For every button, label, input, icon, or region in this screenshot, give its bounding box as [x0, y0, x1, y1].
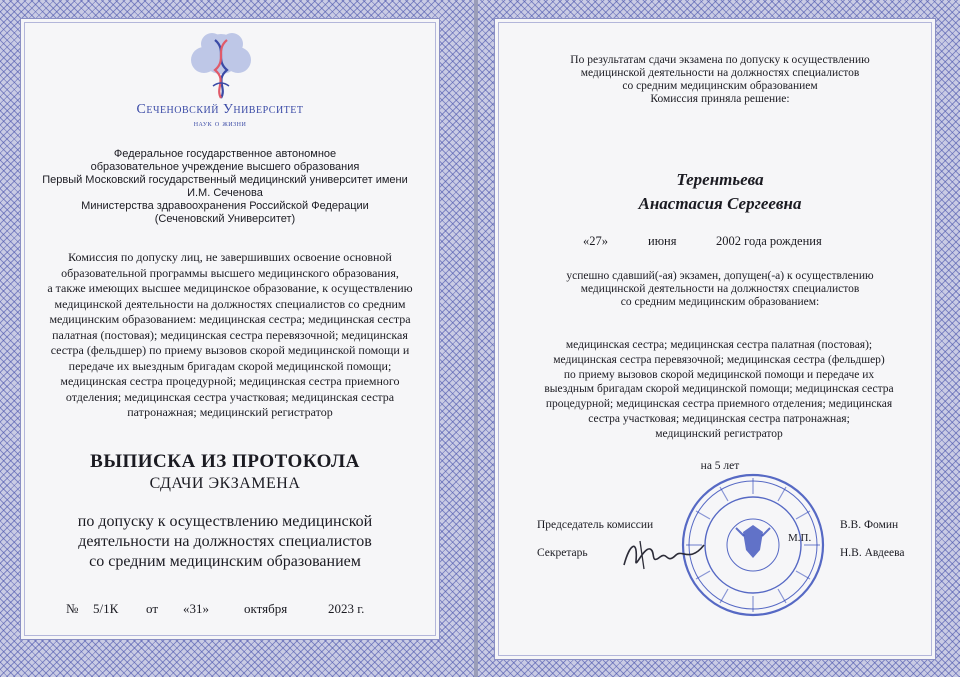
institution-line: Первый Московский государственный медицинский университет имени И.М. Сеченова: [42, 174, 408, 199]
protocol-day: «31»: [183, 601, 209, 616]
qualification-line: медицинская сестра перевязочной; медицинская сестра (фельдшер): [553, 353, 885, 366]
qualification-line: сестра участковая; медицинская сестра патронажная;: [588, 412, 850, 425]
institution-line: Федеральное государственное автономное: [113, 148, 337, 160]
qualification-line: выездным бригадам скорой медицинской помощи; медицинская сестра: [544, 383, 894, 396]
institution-line: Министерства здравоохранения Российской Федерации: [81, 200, 369, 212]
protocol-number: 5/1К: [93, 601, 119, 616]
birth-day: «27»: [583, 234, 608, 248]
protocol-year: 2023 г.: [328, 601, 365, 616]
qualification-line: процедурной; медицинская сестра приемного отделения; медицинская: [545, 398, 893, 411]
purpose-line: по допуску к осуществлению медицинской: [77, 513, 373, 530]
protocol-month: октября: [244, 601, 288, 616]
institution-line: образовательное учреждение высшего образования: [90, 161, 360, 173]
purpose-line: со средним медицинским образованием: [89, 553, 361, 570]
institution-line: (Сеченовский Университет): [154, 213, 296, 225]
secretary-label: Секретарь: [537, 547, 588, 559]
commission-paragraph: [30, 250, 430, 421]
commission-line: Комиссия по допуску лиц, не завершивших освоение основной: [68, 250, 392, 264]
birth-year: 2002 года рождения: [716, 234, 822, 248]
purpose-line: деятельности на должностях специалистов: [78, 533, 372, 550]
passed-line: со средним медицинским образованием:: [620, 296, 820, 308]
holder-name: [540, 168, 900, 216]
qualification-line: по приему вызовов скорой медицинской помощи и передаче их: [563, 368, 875, 381]
document-subtitle: СДАЧИ ЭКЗАМЕНА: [149, 475, 301, 492]
commission-line: палатная (постовая); медицинская сестра перевязочной; медицинская: [52, 327, 408, 342]
protocol-from-label: от: [146, 601, 159, 616]
qualification-line: медицинский регистратор: [655, 427, 783, 440]
stamp-place-mark: М.П.: [788, 532, 812, 544]
university-name: Сеченовский Университет: [136, 102, 304, 117]
holder-given-names: Анастасия Сергеевна: [638, 194, 802, 213]
decision-header-line: со средним медицинским образованием: [622, 80, 818, 92]
qualification-line: медицинская сестра; медицинская сестра палатная (постовая);: [565, 339, 873, 351]
validity-term: на 5 лет: [700, 460, 740, 472]
decision-header-line: медицинской деятельности на должностях специалистов: [580, 67, 860, 79]
decision-header-line: По результатам сдачи экзамена по допуску к осуществлению: [570, 54, 870, 66]
passed-line: медицинской деятельности на должностях специалистов: [580, 283, 860, 295]
decision-header: [520, 54, 920, 106]
passed-line: успешно сдавший(-ая) экзамен, допущен(-а) к осуществлению: [566, 270, 874, 282]
commission-line: патронажная; медицинский регистратор: [127, 405, 333, 419]
commission-line: медицинским образованием: медицинская сестра; медицинская сестра: [49, 312, 411, 326]
handwritten-signature-icon: [620, 535, 710, 575]
document-title: ВЫПИСКА ИЗ ПРОТОКОЛА: [90, 451, 360, 472]
decision-header-line: Комиссия приняла решение:: [650, 93, 790, 105]
commission-line: сестра (фельдшер) по приему вызовов скорой медицинской помощи и: [50, 343, 410, 357]
chair-name: В.В. Фомин: [840, 519, 899, 531]
commission-line: медицинская сестра процедурной; медицинская сестра приемного: [60, 374, 400, 388]
purpose-block: [40, 512, 410, 572]
commission-line: передаче их выездным бригадам скорой медицинской помощи;: [68, 358, 392, 373]
tree-dna-logo-icon: [182, 30, 260, 102]
birth-month: июня: [648, 234, 677, 248]
institution-block: [30, 148, 420, 226]
book-spine: [474, 0, 478, 677]
holder-surname: Терентьева: [676, 170, 764, 189]
commission-line: отделения; медицинская сестра участковая; медицинская сестра: [65, 389, 395, 404]
university-motto: наук о жизни: [193, 118, 247, 128]
commission-line: медицинской деятельности на должностях специалистов со средним: [54, 296, 406, 311]
secretary-name: Н.В. Авдеева: [840, 547, 905, 559]
commission-line: образовательной программы высшего медицинского образования,: [61, 265, 399, 280]
protocol-number-label: №: [66, 601, 79, 616]
commission-line: а также имеющих высшее медицинское образование, к осуществлению: [47, 281, 413, 295]
passed-statement: [520, 270, 920, 309]
qualifications-list: [512, 338, 926, 442]
chair-label: Председатель комиссии: [537, 519, 654, 531]
